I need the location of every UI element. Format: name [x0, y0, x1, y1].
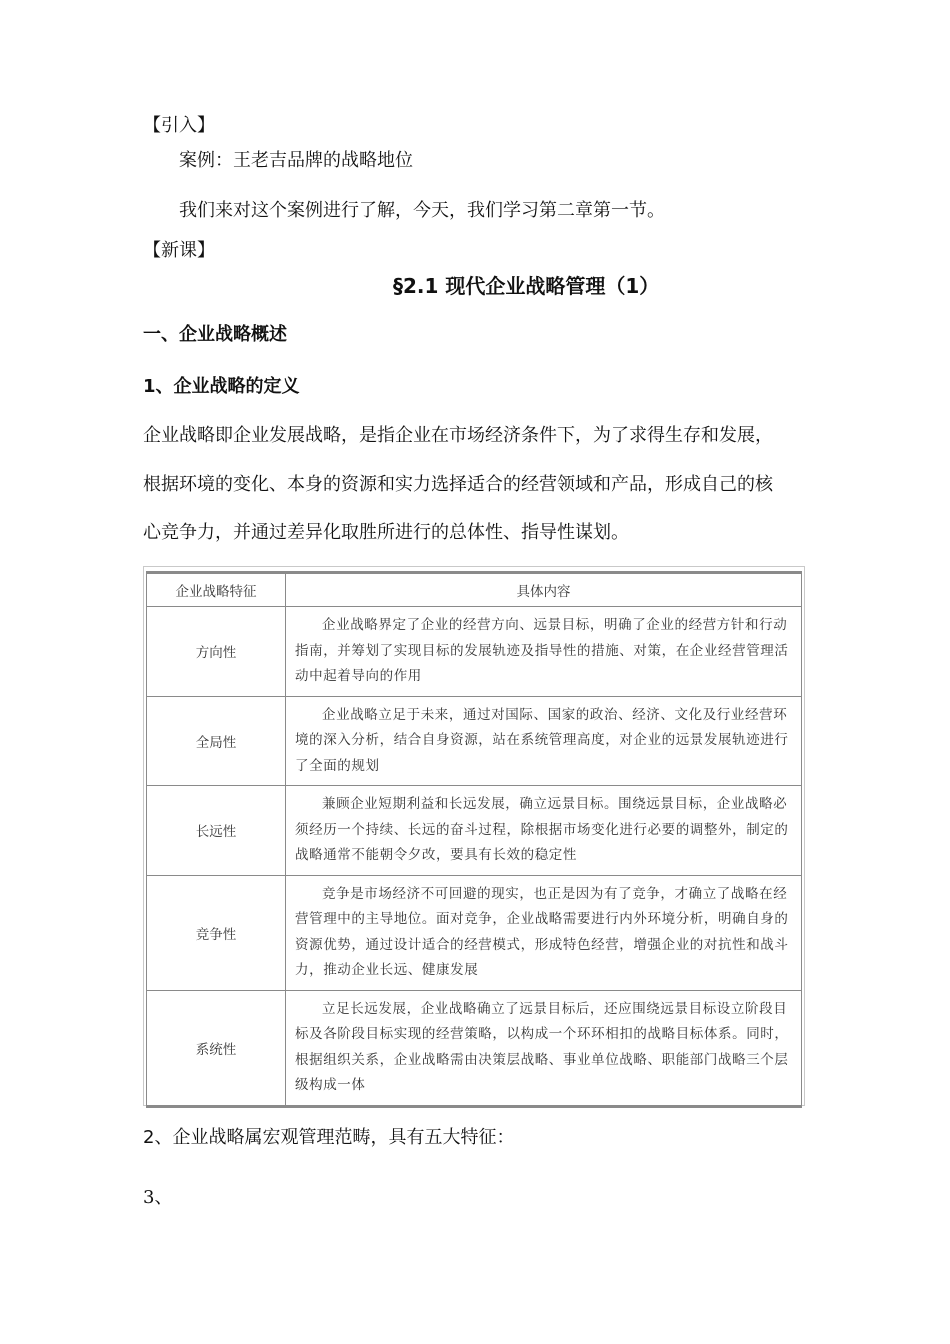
definition-line-3: 心竞争力，并通过差异化取胜所进行的总体性、指导性谋划。	[143, 522, 629, 543]
feature-cell: 系统性	[147, 990, 286, 1106]
point-3: 3、	[143, 1187, 173, 1208]
content-cell: 立足长远发展，企业战略确立了远景目标后，还应围绕远景目标设立阶段目标及各阶段目标实现的经营策略，以构成一个环环相扣的战略目标体系。同时，根据组织关系，企业战略需由决策层战略、事业单位战略、职能部门战略三个层级构成一体	[286, 990, 802, 1106]
strategy-features-table	[146, 571, 802, 1108]
intro-label: 【引入】	[143, 115, 215, 136]
header-content: 具体内容	[286, 573, 802, 607]
definition-line-2: 根据环境的变化、本身的资源和实力选择适合的经营领域和产品，形成自己的核	[143, 474, 773, 495]
content-cell: 企业战略立足于未来，通过对国际、国家的政治、经济、文化及行业经营环境的深入分析，结合自身资源，站在系统管理高度，对企业的远景发展轨迹进行了全面的规划	[286, 696, 802, 786]
table-row	[147, 990, 802, 1106]
content-cell: 企业战略界定了企业的经营方向、远景目标，明确了企业的经营方针和行动指南，并筹划了实现目标的发展轨迹及指导性的措施、对策，在企业经营管理活动中起着导向的作用	[286, 607, 802, 697]
heading-overview: 一、企业战略概述	[143, 324, 287, 345]
intro-case: 案例：王老吉品牌的战略地位	[179, 150, 413, 171]
feature-cell: 长远性	[147, 786, 286, 876]
definition-line-1: 企业战略即企业发展战略，是指企业在市场经济条件下，为了求得生存和发展，	[143, 425, 773, 446]
point-2: 2、企业战略属宏观管理范畴，具有五大特征：	[143, 1127, 515, 1148]
feature-cell: 方向性	[147, 607, 286, 697]
table-row	[147, 875, 802, 990]
content-cell: 兼顾企业短期利益和长远发展，确立远景目标。围绕远景目标，企业战略必须经历一个持续、长远的奋斗过程，除根据市场变化进行必要的调整外，制定的战略通常不能朝令夕改，要具有长效的稳定性	[286, 786, 802, 876]
heading-definition: 1、企业战略的定义	[143, 376, 300, 397]
intro-transition: 我们来对这个案例进行了解，今天，我们学习第二章第一节。	[179, 200, 665, 221]
content-cell: 竞争是市场经济不可回避的现实，也正是因为有了竞争，才确立了战略在经营管理中的主导地位。面对竞争，企业战略需要进行内外环境分析，明确自身的资源优势，通过设计适合的经营模式，形成特色经营，增强企业的对抗性和战斗力，推动企业长远、健康发展	[286, 875, 802, 990]
feature-cell: 竞争性	[147, 875, 286, 990]
table-row	[147, 696, 802, 786]
feature-cell: 全局性	[147, 696, 286, 786]
table-row	[147, 786, 802, 876]
table-row	[147, 607, 802, 697]
newlesson-label: 【新课】	[143, 240, 215, 261]
header-feature: 企业战略特征	[147, 573, 286, 607]
strategy-features-table-image	[143, 566, 805, 1106]
section-title: §2.1 现代企业战略管理（1）	[393, 274, 660, 298]
table-header-row	[147, 573, 802, 607]
